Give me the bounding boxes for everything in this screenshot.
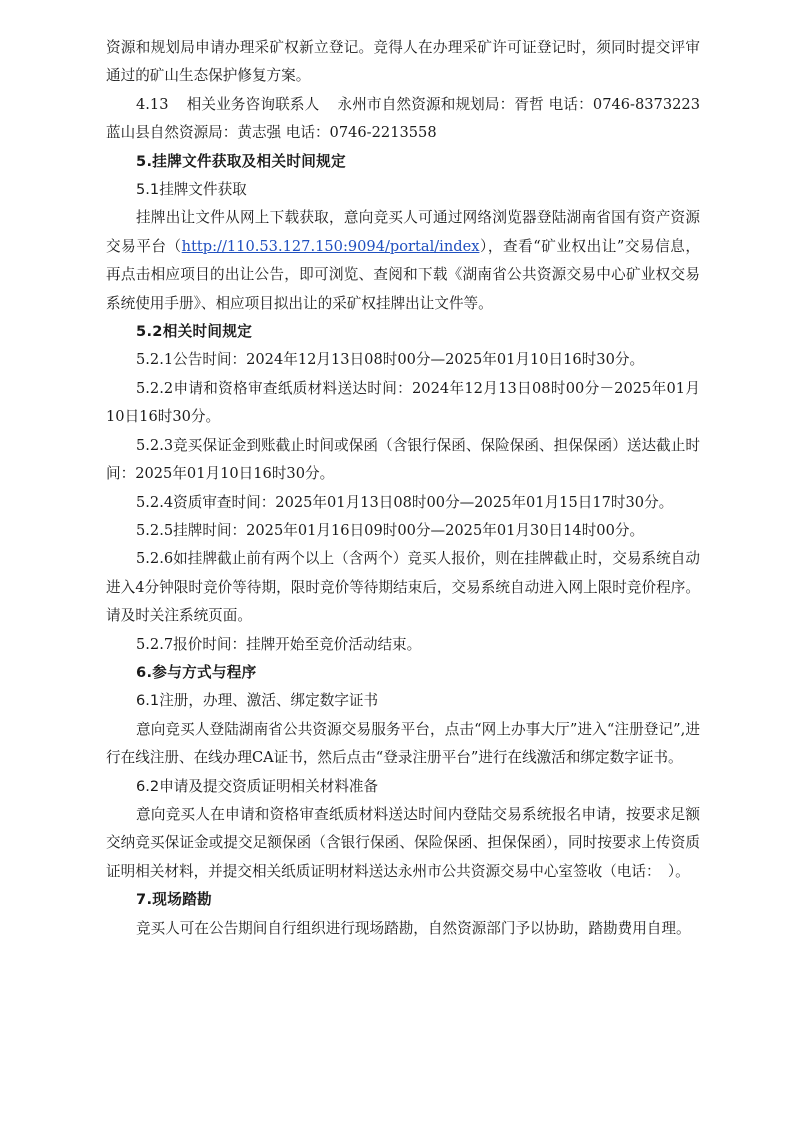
- paragraph-registration: 资源和规划局申请办理采矿权新立登记。竞得人在办理采矿许可证登记时，须同时提交评审通过的矿山生态保护修复方案。: [106, 39, 700, 85]
- item-number: 4.13: [136, 95, 169, 113]
- section-6-heading: 6.参与方式与程序: [136, 663, 257, 681]
- time-item-5-2-2: 5.2.2申请和资格审查纸质材料送达时间：2024年12月13日08时00分－2025年01月10日16时30分。: [106, 379, 700, 426]
- time-item-5-2-7: 5.2.7报价时间：挂牌开始至竞价活动结束。: [136, 635, 422, 653]
- time-item-5-2-3: 5.2.3竞买保证金到账截止时间或保函（含银行保函、保险保函、担保保函）送达截止时间：2025年01月10日16时30分。: [106, 436, 700, 483]
- time-item-5-2-6: 5.2.6如挂牌截止前有两个以上（含两个）竞买人报价，则在挂牌截止时，交易系统自动进入4分钟限时竞价等待期，限时竞价等待期结束后，交易系统自动进入网上限时竞价程序。请及时关注系统页面。: [106, 550, 700, 625]
- time-item-5-2-5: 5.2.5挂牌时间：2025年01月16日09时00分—2025年01月30日14时00分。: [136, 521, 645, 539]
- download-text-after: ），查看“矿业权出让”交易信息，再点击相应项目的出让公告，即可浏览、查阅和下载《湖南省公共资源交易中心矿业权交易系统使用手册》、相应项目拟出让的采矿权挂牌出让文件等。: [106, 237, 700, 312]
- contact-text: 永州市自然资源和规划局：胥哲 电话：0746-8373223 蓝山县自然资源局：黄志强 电话：0746-2213558: [106, 95, 700, 142]
- section-5-1-heading: 5.1挂牌文件获取: [136, 181, 247, 199]
- section-5-heading: 5.挂牌文件获取及相关时间规定: [136, 152, 346, 170]
- section-6-2-heading: 6.2申请及提交资质证明相关材料准备: [136, 777, 379, 795]
- section-5-2-heading: 5.2相关时间规定: [136, 323, 253, 341]
- paragraph-site-visit: 竞买人可在公告期间自行组织进行现场踏勘，自然资源部门予以协助，踏勘费用自理。: [136, 919, 691, 937]
- document-page: [106, 34, 700, 943]
- time-item-5-2-4: 5.2.4资质审查时间：2025年01月13日08时00分—2025年01月15日17时30分。: [136, 493, 674, 511]
- paragraph-application-materials: 意向竞买人在申请和资格审查纸质材料送达时间内登陆交易系统报名申请，按要求足额交纳竞买保证金或提交足额保函（含银行保函、保险保函、担保保函），同时按要求上传资质证明相关材料，并提交相关纸质证明材料送达永州市公共资源交易中心室签收（电话： ）。: [106, 805, 700, 880]
- download-text-before: 挂牌出让文件从网上下载获取，意向竞买人可通过网络浏览器登陆湖南省国有资产资源交易平台（: [106, 209, 700, 255]
- paragraph-download-docs: [106, 204, 700, 318]
- item-4-13-contacts: [106, 91, 700, 148]
- paragraph-registration-steps: 意向竞买人登陆湖南省公共资源交易服务平台，点击“网上办事大厅”进入“注册登记”,进行在线注册、在线办理CA证书，然后点击“登录注册平台”进行在线激活和绑定数字证书。: [106, 720, 700, 767]
- time-item-5-2-1: 5.2.1公告时间：2024年12月13日08时00分—2025年01月10日16时30分。: [136, 351, 645, 369]
- portal-link[interactable]: http://110.53.127.150:9094/portal/index: [181, 237, 480, 255]
- section-6-1-heading: 6.1注册，办理、激活、绑定数字证书: [136, 692, 379, 710]
- item-label: 相关业务咨询联系人: [186, 95, 320, 113]
- section-7-heading: 7.现场踏勘: [136, 891, 212, 909]
